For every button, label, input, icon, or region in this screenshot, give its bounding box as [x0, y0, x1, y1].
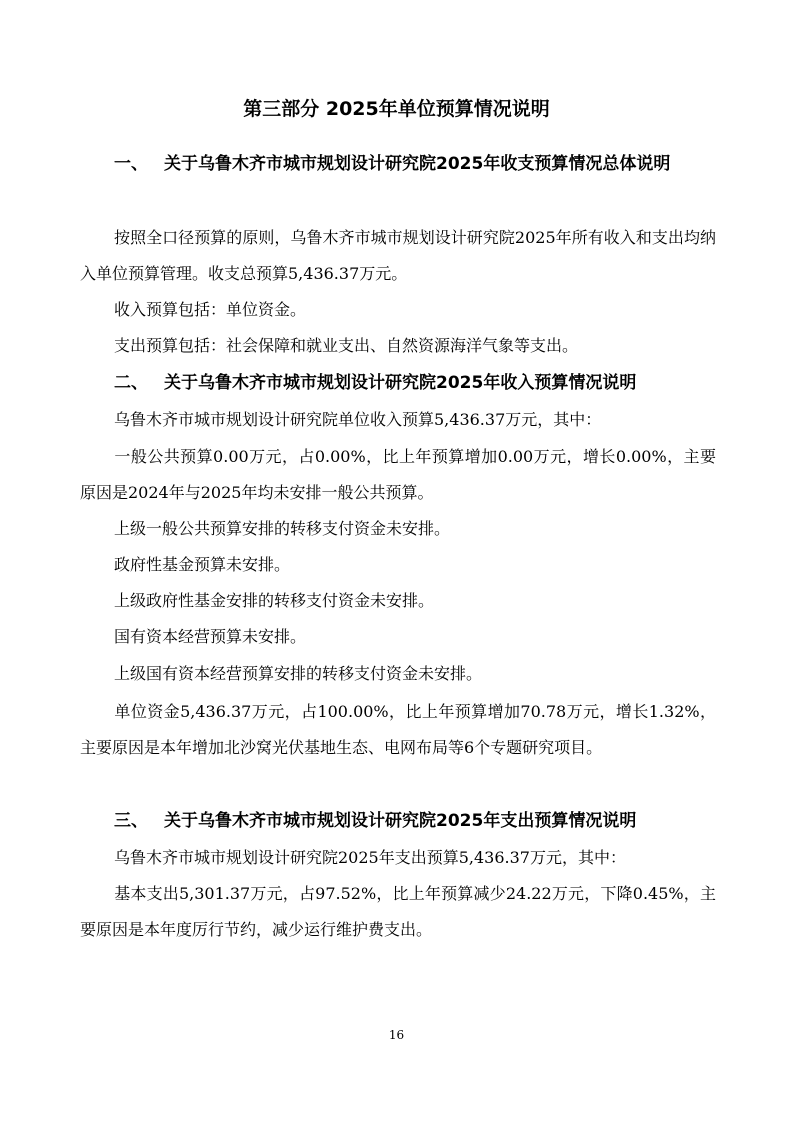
section-2-paragraph-8: 单位资金5,436.37万元，占100.00%，比上年预算增加70.78万元，增长1.32%，主要原因是本年增加北沙窝光伏基地生态、电网布局等6个专题研究项目。: [80, 702, 716, 757]
section-2-paragraph-6: 国有资本经营预算未安排。: [114, 627, 307, 646]
section-2-title: 关于乌鲁木齐市城市规划设计研究院2025年收入预算情况说明: [164, 373, 637, 393]
section-1-paragraph-2: 收入预算包括：单位资金。: [114, 300, 307, 319]
section-2-heading: [80, 365, 716, 401]
section-3-paragraph-1: 乌鲁木齐市城市规划设计研究院2025年支出预算5,436.37万元，其中：: [114, 848, 626, 867]
section-1-title: 关于乌鲁木齐市城市规划设计研究院2025年收支预算情况总体说明: [164, 154, 671, 174]
section-2-paragraph-3: 上级一般公共预算安排的转移支付资金未安排。: [114, 519, 451, 538]
section-1-heading: [80, 146, 716, 182]
section-2-paragraph-2: 一般公共预算0.00万元，占0.00%，比上年预算增加0.00万元，增长0.00%，主要原因是2024年与2025年均未安排一般公共预算。: [80, 447, 716, 502]
section-2-paragraph-1: 乌鲁木齐市城市规划设计研究院单位收入预算5,436.37万元，其中：: [114, 410, 602, 429]
section-1-paragraph-1: 按照全口径预算的原则，乌鲁木齐市城市规划设计研究院2025年所有收入和支出均纳入单位预算管理。收支总预算5,436.37万元。: [80, 228, 716, 283]
section-2-number: 二、: [114, 373, 148, 393]
section-2-paragraph-7: 上级国有资本经营预算安排的转移支付资金未安排。: [114, 664, 483, 683]
page-title: 第三部分 2025年单位预算情况说明: [243, 98, 550, 120]
section-2-paragraph-5: 上级政府性基金安排的转移支付资金未安排。: [114, 591, 435, 610]
section-3-paragraph-2: 基本支出5,301.37万元，占97.52%，比上年预算减少24.22万元，下降0.45%，主要原因是本年度厉行节约，减少运行维护费支出。: [80, 884, 716, 939]
section-3-title: 关于乌鲁木齐市城市规划设计研究院2025年支出预算情况说明: [164, 811, 637, 831]
section-3-number: 三、: [114, 811, 148, 831]
section-2-paragraph-4: 政府性基金预算未安排。: [114, 555, 291, 574]
page-number: 16: [388, 1028, 405, 1042]
section-1-paragraph-3: 支出预算包括：社会保障和就业支出、自然资源海洋气象等支出。: [114, 336, 579, 355]
section-3-heading: [80, 803, 716, 839]
section-1-number: 一、: [114, 154, 148, 174]
